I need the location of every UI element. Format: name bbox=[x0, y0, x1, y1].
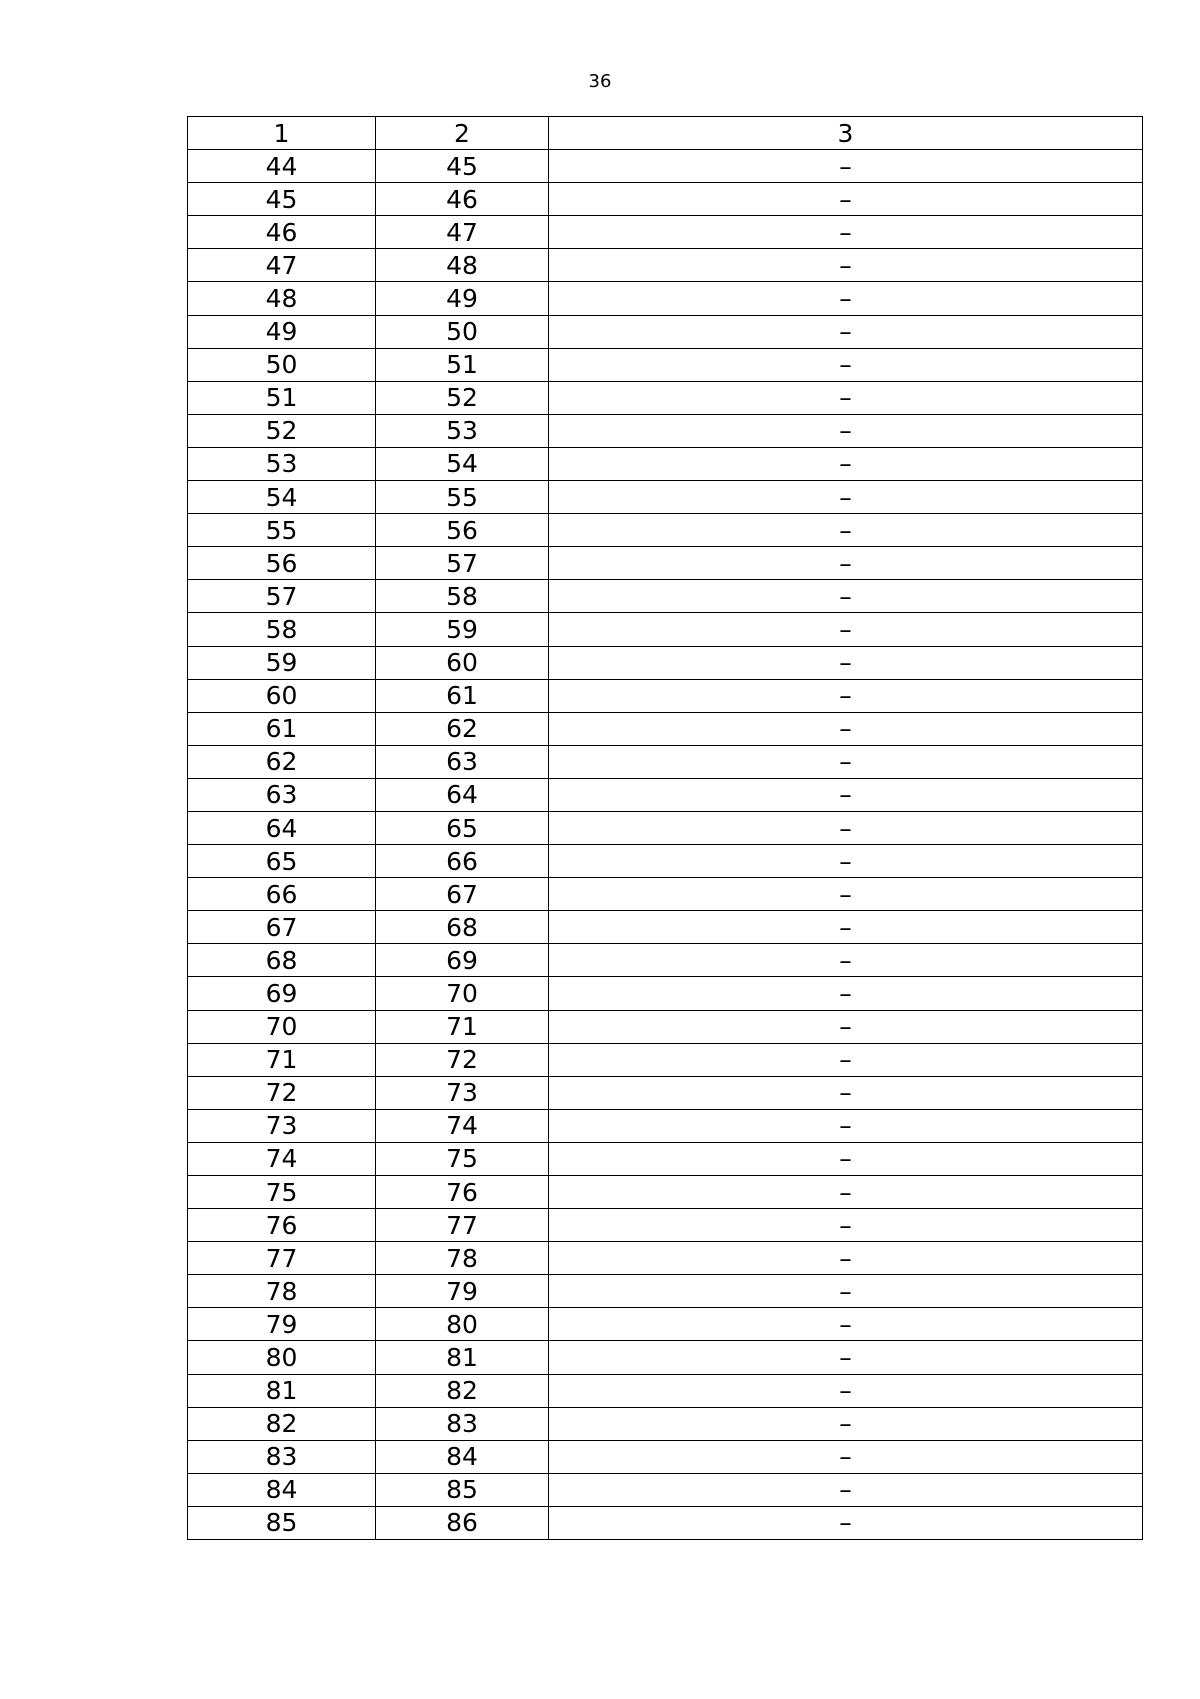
table-cell-col-1: 83 bbox=[188, 1440, 376, 1473]
table-row bbox=[188, 1176, 1143, 1209]
table-cell-col-3: – bbox=[549, 1076, 1143, 1109]
table-cell-col-1: 47 bbox=[188, 249, 376, 282]
table-cell-col-3: – bbox=[549, 1010, 1143, 1043]
table-body bbox=[188, 150, 1143, 1540]
table-row bbox=[188, 1010, 1143, 1043]
table-cell-col-1: 49 bbox=[188, 315, 376, 348]
table-cell-col-1: 84 bbox=[188, 1473, 376, 1506]
table-row bbox=[188, 547, 1143, 580]
table-row bbox=[188, 1242, 1143, 1275]
table-cell-col-1: 72 bbox=[188, 1076, 376, 1109]
table-cell-col-1: 73 bbox=[188, 1109, 376, 1142]
table-row bbox=[188, 1473, 1143, 1506]
table-row bbox=[188, 1440, 1143, 1473]
table-cell-col-2: 80 bbox=[376, 1308, 549, 1341]
table-cell-col-2: 72 bbox=[376, 1043, 549, 1076]
table-cell-col-2: 75 bbox=[376, 1142, 549, 1175]
table-cell-col-2: 70 bbox=[376, 977, 549, 1010]
table-cell-col-1: 78 bbox=[188, 1275, 376, 1308]
table-row bbox=[188, 646, 1143, 679]
table-cell-col-1: 57 bbox=[188, 580, 376, 613]
table-cell-col-1: 65 bbox=[188, 845, 376, 878]
table-cell-col-3: – bbox=[549, 712, 1143, 745]
table-cell-col-2: 53 bbox=[376, 414, 549, 447]
table-cell-col-2: 62 bbox=[376, 712, 549, 745]
table-cell-col-3: – bbox=[549, 646, 1143, 679]
table-cell-col-1: 58 bbox=[188, 613, 376, 646]
table-cell-col-3: – bbox=[549, 1341, 1143, 1374]
data-table bbox=[187, 116, 1143, 1540]
table-cell-col-2: 83 bbox=[376, 1407, 549, 1440]
table-cell-col-3: – bbox=[549, 977, 1143, 1010]
table-cell-col-1: 79 bbox=[188, 1308, 376, 1341]
table-header bbox=[188, 117, 1143, 150]
table-cell-col-3: – bbox=[549, 745, 1143, 778]
table-cell-col-3: – bbox=[549, 1209, 1143, 1242]
table-cell-col-3: – bbox=[549, 1109, 1143, 1142]
table-cell-col-3: – bbox=[549, 183, 1143, 216]
table-cell-col-2: 68 bbox=[376, 911, 549, 944]
table-cell-col-2: 50 bbox=[376, 315, 549, 348]
table-row bbox=[188, 150, 1143, 183]
table-cell-col-2: 55 bbox=[376, 481, 549, 514]
table-cell-col-2: 52 bbox=[376, 381, 549, 414]
table-row bbox=[188, 1308, 1143, 1341]
table-row bbox=[188, 1506, 1143, 1539]
table-cell-col-2: 49 bbox=[376, 282, 549, 315]
table-cell-col-3: – bbox=[549, 1242, 1143, 1275]
table-row bbox=[188, 944, 1143, 977]
table-cell-col-2: 69 bbox=[376, 944, 549, 977]
table-cell-col-1: 46 bbox=[188, 216, 376, 249]
table-row bbox=[188, 613, 1143, 646]
table-cell-col-3: – bbox=[549, 845, 1143, 878]
table-row bbox=[188, 447, 1143, 480]
table-cell-col-3: – bbox=[549, 1473, 1143, 1506]
table-row bbox=[188, 348, 1143, 381]
table-cell-col-2: 46 bbox=[376, 183, 549, 216]
column-header-1: 1 bbox=[188, 117, 376, 150]
table-cell-col-1: 63 bbox=[188, 778, 376, 811]
table-cell-col-3: – bbox=[549, 150, 1143, 183]
table-cell-col-1: 75 bbox=[188, 1176, 376, 1209]
table-cell-col-1: 50 bbox=[188, 348, 376, 381]
table-row bbox=[188, 1043, 1143, 1076]
table-cell-col-2: 47 bbox=[376, 216, 549, 249]
table-cell-col-1: 45 bbox=[188, 183, 376, 216]
table-row bbox=[188, 514, 1143, 547]
table-cell-col-3: – bbox=[549, 249, 1143, 282]
table-cell-col-2: 86 bbox=[376, 1506, 549, 1539]
table-cell-col-3: – bbox=[549, 315, 1143, 348]
table-cell-col-3: – bbox=[549, 1506, 1143, 1539]
table-cell-col-3: – bbox=[549, 778, 1143, 811]
table-row bbox=[188, 745, 1143, 778]
table-cell-col-1: 67 bbox=[188, 911, 376, 944]
table-cell-col-3: – bbox=[549, 878, 1143, 911]
table-row bbox=[188, 679, 1143, 712]
table-cell-col-1: 62 bbox=[188, 745, 376, 778]
table-cell-col-2: 74 bbox=[376, 1109, 549, 1142]
table-cell-col-3: – bbox=[549, 547, 1143, 580]
table-cell-col-2: 79 bbox=[376, 1275, 549, 1308]
table-cell-col-2: 73 bbox=[376, 1076, 549, 1109]
page-number: 36 bbox=[588, 71, 612, 92]
table-cell-col-1: 74 bbox=[188, 1142, 376, 1175]
table-cell-col-2: 56 bbox=[376, 514, 549, 547]
table-cell-col-2: 59 bbox=[376, 613, 549, 646]
table-cell-col-2: 63 bbox=[376, 745, 549, 778]
table-cell-col-2: 67 bbox=[376, 878, 549, 911]
table-cell-col-1: 60 bbox=[188, 679, 376, 712]
table-cell-col-3: – bbox=[549, 1275, 1143, 1308]
table-cell-col-2: 64 bbox=[376, 778, 549, 811]
table-cell-col-3: – bbox=[549, 811, 1143, 844]
table-row bbox=[188, 414, 1143, 447]
table-cell-col-3: – bbox=[549, 944, 1143, 977]
table-cell-col-2: 45 bbox=[376, 150, 549, 183]
table-cell-col-1: 80 bbox=[188, 1341, 376, 1374]
table-cell-col-1: 59 bbox=[188, 646, 376, 679]
table-cell-col-3: – bbox=[549, 1142, 1143, 1175]
table-row bbox=[188, 1275, 1143, 1308]
table-row bbox=[188, 183, 1143, 216]
header-row bbox=[188, 117, 1143, 150]
table-cell-col-2: 54 bbox=[376, 447, 549, 480]
table-cell-col-1: 51 bbox=[188, 381, 376, 414]
table-cell-col-3: – bbox=[549, 1440, 1143, 1473]
table-row bbox=[188, 778, 1143, 811]
table-cell-col-1: 48 bbox=[188, 282, 376, 315]
table-row bbox=[188, 580, 1143, 613]
table-row bbox=[188, 315, 1143, 348]
table-cell-col-2: 71 bbox=[376, 1010, 549, 1043]
table-cell-col-1: 44 bbox=[188, 150, 376, 183]
table-row bbox=[188, 911, 1143, 944]
table-cell-col-1: 77 bbox=[188, 1242, 376, 1275]
table-cell-col-2: 60 bbox=[376, 646, 549, 679]
table-cell-col-3: – bbox=[549, 911, 1143, 944]
table-cell-col-3: – bbox=[549, 216, 1143, 249]
table-row bbox=[188, 282, 1143, 315]
table-row bbox=[188, 845, 1143, 878]
table-cell-col-1: 52 bbox=[188, 414, 376, 447]
table-row bbox=[188, 1142, 1143, 1175]
table-cell-col-1: 56 bbox=[188, 547, 376, 580]
table-cell-col-1: 53 bbox=[188, 447, 376, 480]
table-cell-col-1: 85 bbox=[188, 1506, 376, 1539]
table-cell-col-3: – bbox=[549, 613, 1143, 646]
table-row bbox=[188, 249, 1143, 282]
table-cell-col-2: 66 bbox=[376, 845, 549, 878]
table-cell-col-1: 54 bbox=[188, 481, 376, 514]
table-cell-col-2: 48 bbox=[376, 249, 549, 282]
table-cell-col-1: 81 bbox=[188, 1374, 376, 1407]
table-cell-col-1: 71 bbox=[188, 1043, 376, 1076]
table-row bbox=[188, 1076, 1143, 1109]
table-cell-col-1: 82 bbox=[188, 1407, 376, 1440]
table-cell-col-3: – bbox=[549, 514, 1143, 547]
table-row bbox=[188, 1374, 1143, 1407]
table-cell-col-1: 61 bbox=[188, 712, 376, 745]
table-row bbox=[188, 381, 1143, 414]
table-row bbox=[188, 1407, 1143, 1440]
table-row bbox=[188, 1341, 1143, 1374]
table-cell-col-3: – bbox=[549, 1176, 1143, 1209]
table-row bbox=[188, 1209, 1143, 1242]
table-row bbox=[188, 216, 1143, 249]
table-cell-col-1: 68 bbox=[188, 944, 376, 977]
table-cell-col-3: – bbox=[549, 282, 1143, 315]
table-cell-col-2: 57 bbox=[376, 547, 549, 580]
table-cell-col-3: – bbox=[549, 481, 1143, 514]
table-row bbox=[188, 481, 1143, 514]
table-row bbox=[188, 1109, 1143, 1142]
table-cell-col-3: – bbox=[549, 348, 1143, 381]
table-cell-col-3: – bbox=[549, 679, 1143, 712]
table-row bbox=[188, 811, 1143, 844]
table-cell-col-3: – bbox=[549, 381, 1143, 414]
table-cell-col-3: – bbox=[549, 1407, 1143, 1440]
table-cell-col-2: 84 bbox=[376, 1440, 549, 1473]
column-header-3: 3 bbox=[549, 117, 1143, 150]
table-cell-col-2: 81 bbox=[376, 1341, 549, 1374]
table-cell-col-2: 85 bbox=[376, 1473, 549, 1506]
table-cell-col-2: 77 bbox=[376, 1209, 549, 1242]
table-row bbox=[188, 977, 1143, 1010]
table-cell-col-3: – bbox=[549, 1308, 1143, 1341]
table-cell-col-3: – bbox=[549, 447, 1143, 480]
table-cell-col-2: 65 bbox=[376, 811, 549, 844]
table-cell-col-1: 66 bbox=[188, 878, 376, 911]
table-cell-col-2: 58 bbox=[376, 580, 549, 613]
table-row bbox=[188, 712, 1143, 745]
table-cell-col-1: 70 bbox=[188, 1010, 376, 1043]
column-header-2: 2 bbox=[376, 117, 549, 150]
table-cell-col-1: 76 bbox=[188, 1209, 376, 1242]
table-cell-col-1: 64 bbox=[188, 811, 376, 844]
table-cell-col-2: 82 bbox=[376, 1374, 549, 1407]
table-cell-col-3: – bbox=[549, 414, 1143, 447]
table-cell-col-2: 51 bbox=[376, 348, 549, 381]
table-cell-col-2: 61 bbox=[376, 679, 549, 712]
table-cell-col-1: 55 bbox=[188, 514, 376, 547]
table-cell-col-1: 69 bbox=[188, 977, 376, 1010]
table-cell-col-2: 76 bbox=[376, 1176, 549, 1209]
table-row bbox=[188, 878, 1143, 911]
table-cell-col-3: – bbox=[549, 580, 1143, 613]
table-cell-col-3: – bbox=[549, 1374, 1143, 1407]
table-cell-col-2: 78 bbox=[376, 1242, 549, 1275]
table-cell-col-3: – bbox=[549, 1043, 1143, 1076]
